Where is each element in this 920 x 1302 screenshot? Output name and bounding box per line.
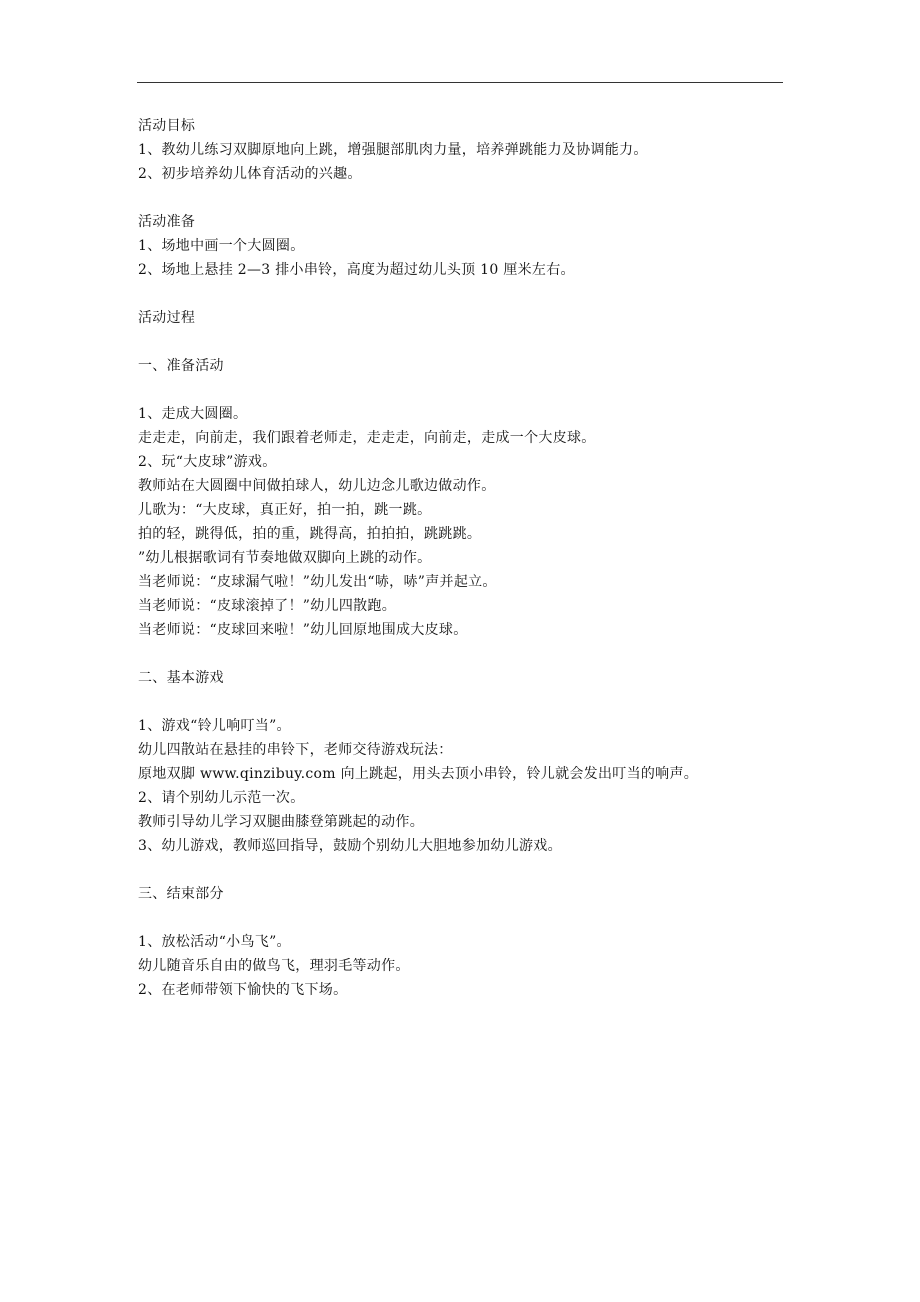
heading-goals: 活动目标: [138, 118, 196, 134]
game-setup: 幼儿四散站在悬挂的串铃下，老师交待游戏玩法：: [138, 742, 453, 758]
game-rules: 原地双脚 www.qinzibuy.com 向上跳起，用头去顶小串铃，铃儿就会发出叮当的响声。: [138, 766, 699, 782]
teacher-cue-2: 当老师说：“皮球滚掉了！”幼儿四散跑。: [138, 598, 397, 614]
ending-step-2: 2、在老师带领下愉快的飞下场。: [138, 982, 348, 998]
game-step-2: 2、请个别幼儿示范一次。: [138, 790, 305, 806]
blank-line: [138, 186, 788, 210]
heading-process: 活动过程: [138, 310, 196, 326]
warmup-instruction: 教师站在大圆圈中间做拍球人，幼儿边念儿歌边做动作。: [138, 478, 496, 494]
heading-preparation: 活动准备: [138, 214, 196, 230]
game-step-3: 3、幼儿游戏，教师巡回指导，鼓励个别幼儿大胆地参加幼儿游戏。: [138, 838, 562, 854]
section-ending-title: 三、结束部分: [138, 886, 224, 902]
goal-item-1: 1、教幼儿练习双脚原地向上跳，增强腿部肌肉力量，培养弹跳能力及协调能力。: [138, 142, 648, 158]
warmup-step-2: 2、玩“大皮球”游戏。: [138, 454, 277, 470]
header-rule: [137, 82, 783, 83]
blank-line: [138, 378, 788, 402]
blank-line: [138, 690, 788, 714]
blank-line: [138, 330, 788, 354]
warmup-chant: 走走走，向前走，我们跟着老师走，走走走，向前走，走成一个大皮球。: [138, 430, 596, 446]
prep-item-1: 1、场地中画一个大圆圈。: [138, 238, 305, 254]
ending-step-1: 1、放松活动“小鸟飞”。: [138, 934, 291, 950]
teacher-cue-3: 当老师说：“皮球回来啦！”幼儿回原地围成大皮球。: [138, 622, 468, 638]
nursery-rhyme-line-2: 拍的轻，跳得低，拍的重，跳得高，拍拍拍，跳跳跳。: [138, 526, 482, 542]
section-game-title: 二、基本游戏: [138, 670, 224, 686]
blank-line: [138, 282, 788, 306]
blank-line: [138, 642, 788, 666]
prep-item-2: 2、场地上悬挂 2—3 排小串铃，高度为超过幼儿头顶 10 厘米左右。: [138, 262, 575, 278]
document-body: [138, 114, 788, 1002]
goal-item-2: 2、初步培养幼儿体育活动的兴趣。: [138, 166, 362, 182]
teacher-cue-1: 当老师说：“皮球漏气啦！”幼儿发出“哧，哧”声并起立。: [138, 574, 497, 590]
section-warmup-title: 一、准备活动: [138, 358, 224, 374]
nursery-rhyme-line-1: 儿歌为：“大皮球，真正好，拍一拍，跳一跳。: [138, 502, 432, 518]
warmup-action: ”幼儿根据歌词有节奏地做双脚向上跳的动作。: [138, 550, 432, 566]
game-step-1: 1、游戏“铃儿响叮当”。: [138, 718, 291, 734]
blank-line: [138, 906, 788, 930]
ending-description: 幼儿随音乐自由的做鸟飞，理羽毛等动作。: [138, 958, 410, 974]
game-guidance: 教师引导幼儿学习双腿曲膝登第跳起的动作。: [138, 814, 424, 830]
warmup-step-1: 1、走成大圆圈。: [138, 406, 248, 422]
blank-line: [138, 858, 788, 882]
